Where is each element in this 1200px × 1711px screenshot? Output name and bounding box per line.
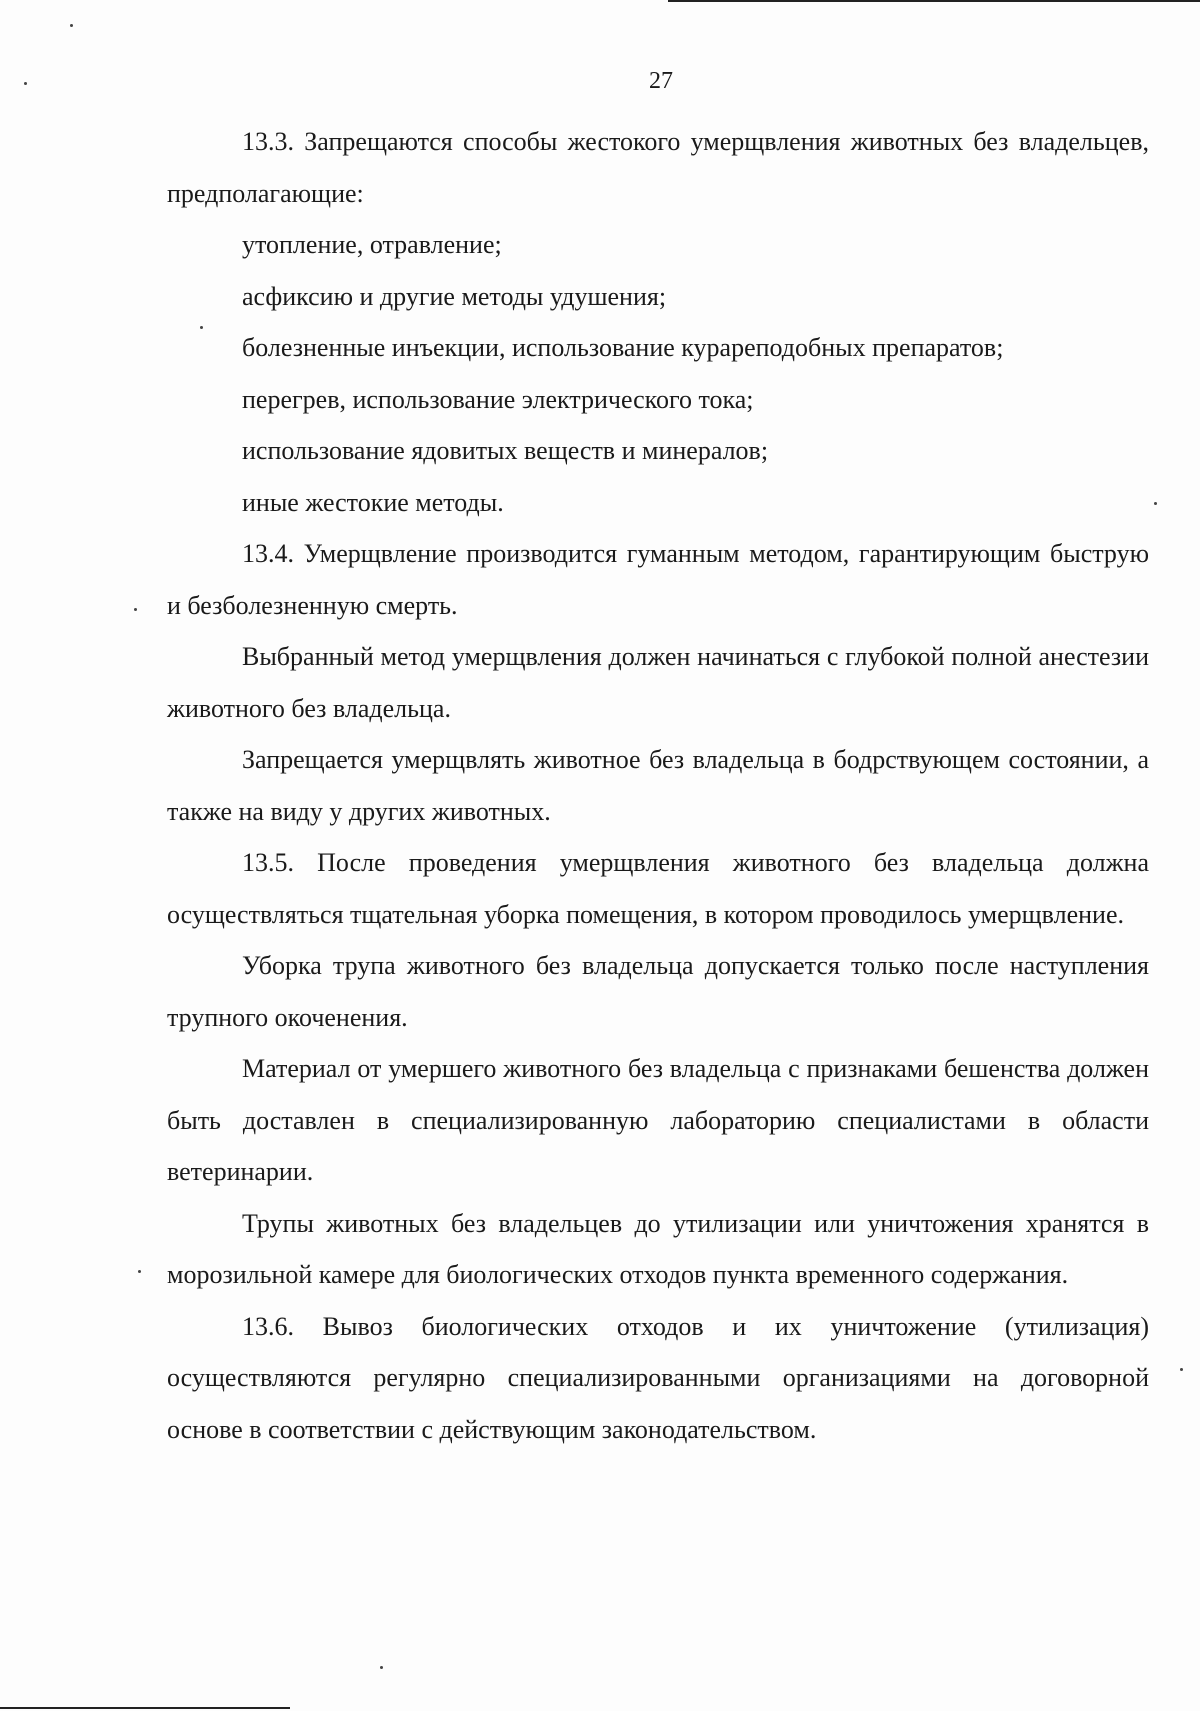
scan-speck	[380, 1666, 383, 1669]
paragraph-13-6: 13.6. Вывоз биологических отходов и их уничтожение (утилизация) осуществляются регулярно специализированными организациями на договорной основе в соответствии с действующим законодательством.	[167, 1311, 1149, 1444]
list-item-asphyxia: асфиксию и другие методы удушения;	[242, 281, 667, 311]
scan-speck	[200, 326, 203, 329]
page-number: 27	[649, 68, 673, 94]
paragraph-13-4: 13.4. Умерщвление производится гуманным методом, гарантирующим быструю и безболезненную смерть.	[167, 539, 1149, 620]
paragraph-13-5: 13.5. После проведения умерщвления животного без владельца должна осуществляться тщательная уборка помещения, в котором проводилось умерщвление.	[167, 848, 1149, 929]
scan-speck	[134, 608, 137, 611]
bottom-rule	[0, 1707, 290, 1709]
list-item-drowning: утопление, отравление;	[242, 230, 502, 259]
list-item-injections: болезненные инъекции, использование курареподобных препаратов;	[242, 333, 1004, 362]
paragraph-prohibition: Запрещается умерщвлять животное без владельца в бодрствующем состоянии, а также на виду у других животных.	[167, 745, 1149, 826]
paragraph-corpse-removal: Уборка трупа животного без владельца допускается только после наступления трупного окоченения.	[167, 951, 1149, 1032]
top-rule	[668, 0, 1200, 2]
paragraph-rabies-material: Материал от умершего животного без владельца с признаками бешенства должен быть доставлен в специализированную лабораторию специалистами в области ветеринарии.	[167, 1054, 1149, 1186]
document-body	[167, 116, 1149, 1455]
paragraph-storage: Трупы животных без владельцев до утилизации или уничтожения хранятся в морозильной камере для биологических отходов пункта временного содержания.	[167, 1208, 1149, 1289]
list-item-overheating: перегрев, использование электрического тока;	[242, 384, 754, 414]
paragraph-13-3: 13.3. Запрещаются способы жестокого умерщвления животных без владельцев, предполагающие:	[167, 127, 1149, 208]
scan-speck	[70, 24, 73, 27]
list-item-poisons: использование ядовитых веществ и минералов;	[242, 436, 769, 465]
scan-speck	[138, 1270, 141, 1273]
scan-speck	[24, 82, 27, 85]
paragraph-anesthesia: Выбранный метод умерщвления должен начинаться с глубокой полной анестезии животного без владельца.	[167, 642, 1149, 723]
scan-speck	[1180, 1368, 1183, 1371]
list-item-other-methods: иные жестокие методы.	[242, 487, 504, 517]
scan-speck	[1154, 502, 1157, 505]
